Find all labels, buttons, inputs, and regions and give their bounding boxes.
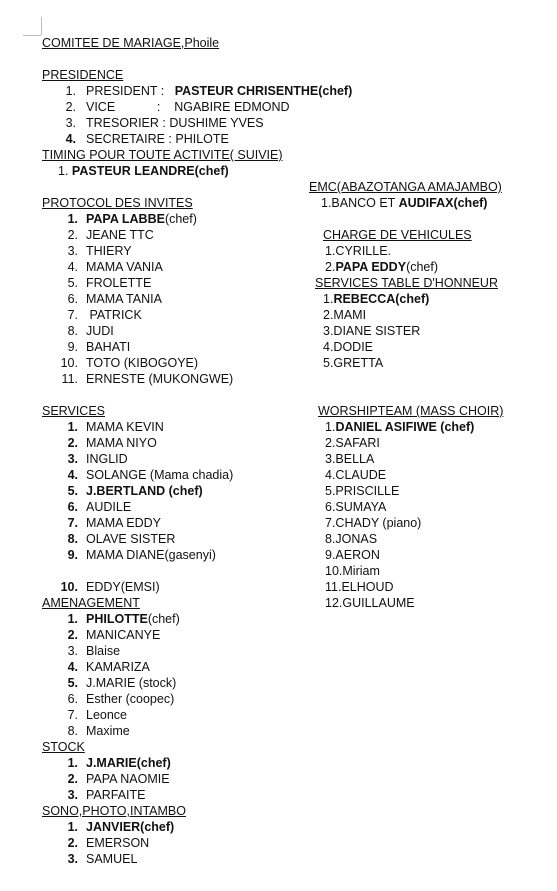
list-text: 4.CLAUDE: [325, 468, 387, 482]
list-text-bold: JANVIER(chef): [86, 820, 175, 834]
list-text: 10.Miriam: [325, 564, 380, 578]
heading-protocol: PROTOCOL DES INVITES: [42, 196, 193, 210]
list-item: [325, 483, 399, 499]
heading-vehicules: CHARGE DE VEHICULES: [323, 228, 472, 242]
list-number: 1.: [67, 612, 78, 626]
list-text: 2.SAFARI: [325, 436, 380, 450]
list-number: 2.: [67, 772, 78, 786]
list-number: 8.: [67, 724, 78, 738]
list-item: [60, 291, 162, 307]
list-text: TOTO (KIBOGOYE): [86, 356, 199, 370]
list-number: 5.: [67, 484, 78, 498]
list-item: [60, 819, 174, 835]
list-text: THIERY: [86, 244, 132, 258]
list-number: 1.: [67, 212, 78, 226]
list-text: MAMA TANIA: [86, 292, 162, 306]
list-text: 12.GUILLAUME: [325, 596, 415, 610]
list-text: PATRICK: [86, 308, 142, 322]
list-text: INGLID: [86, 452, 128, 466]
list-number: 3.: [67, 644, 78, 658]
list-number: 3.: [67, 452, 78, 466]
list-item: 1.CYRILLE.: [325, 244, 392, 258]
list-item: [325, 595, 415, 611]
list-item: [60, 371, 233, 387]
list-text: MANICANYE: [86, 628, 161, 642]
list-item: [60, 515, 161, 531]
list-text: PARFAITE: [86, 788, 146, 802]
list-item: [325, 547, 380, 563]
list-text: EDDY(EMSI): [86, 580, 160, 594]
heading-timing: TIMING POUR TOUTE ACTIVITE( SUIVIE): [42, 148, 283, 162]
heading-worship: WORSHIPTEAM (MASS CHOIR): [318, 404, 504, 418]
list-number: 1.: [67, 820, 78, 834]
list-item: [325, 579, 394, 595]
list-item: 2. VICE : NGABIRE EDMOND: [65, 100, 290, 114]
list-item: [325, 451, 374, 467]
list-item: [60, 243, 132, 259]
heading-sono: SONO,PHOTO,INTAMBO: [42, 804, 186, 818]
list-item: [60, 787, 146, 803]
list-number: 5.: [67, 676, 78, 690]
list-number: 11.: [61, 372, 78, 386]
list-number: 8.: [67, 324, 78, 338]
list-item: 1.REBECCA(chef): [323, 292, 430, 306]
list-item: [60, 627, 160, 643]
list-item: [60, 499, 131, 515]
list-item: [60, 227, 154, 243]
list-item: [60, 579, 160, 595]
list-text: Blaise: [86, 644, 121, 658]
heading-stock: STOCK: [42, 740, 85, 754]
list-text: Leonce: [86, 708, 128, 722]
list-item: [325, 531, 377, 547]
list-number: 1.: [67, 756, 78, 770]
list-text: 9.AERON: [325, 548, 380, 562]
list-item: [60, 851, 137, 867]
list-item: [60, 835, 149, 851]
list-text: JUDI: [86, 324, 114, 338]
list-number: 6.: [67, 292, 78, 306]
list-text-bold: J.BERTLAND (chef): [86, 484, 203, 498]
list-item: 2.PAPA EDDY(chef): [325, 260, 439, 274]
list-number: 6.: [67, 692, 78, 706]
page-corner-mark-vertical: [41, 17, 42, 35]
list-number: 5.: [67, 276, 78, 290]
list-item: [60, 435, 157, 451]
list-text: MAMA NIYO: [86, 436, 157, 450]
list-item: [60, 547, 216, 563]
document-title: COMITEE DE MARIAGE,Phoile: [42, 36, 220, 50]
list-item: [325, 435, 380, 451]
page-corner-mark-horizontal: [23, 35, 41, 36]
list-text: 6.SUMAYA: [325, 500, 387, 514]
heading-emc: EMC(ABAZOTANGA AMAJAMBO): [309, 180, 502, 194]
list-text: 7.CHADY (piano): [325, 516, 422, 530]
list-text: (chef): [164, 212, 197, 226]
list-text: SOLANGE (Mama chadia): [86, 468, 234, 482]
list-number: 10.: [60, 580, 78, 594]
list-number: 10.: [60, 356, 78, 370]
list-item: [325, 499, 386, 515]
list-text: FROLETTE: [86, 276, 152, 290]
list-text-bold: PHILOTTE: [86, 612, 148, 626]
list-number: 3.: [67, 788, 78, 802]
list-number: 9.: [67, 340, 78, 354]
list-number: 7.: [67, 708, 78, 722]
list-item: [60, 755, 171, 771]
list-item: [60, 339, 130, 355]
list-item: [60, 483, 203, 499]
list-number: 9.: [67, 548, 78, 562]
list-number: 2.: [67, 436, 78, 450]
list-text: (chef): [147, 612, 180, 626]
list-number: 4.: [67, 260, 78, 274]
list-text: ERNESTE (MUKONGWE): [86, 372, 234, 386]
list-item: [60, 259, 163, 275]
list-item: 4. SECRETAIRE : PHILOTE: [65, 132, 229, 146]
list-number: 2.: [67, 228, 78, 242]
list-text: J.MARIE (stock): [86, 676, 177, 690]
list-item: [60, 355, 198, 371]
heading-amenagement: AMENAGEMENT: [42, 596, 140, 610]
list-item: 1. PASTEUR LEANDRE(chef): [58, 164, 229, 178]
list-item: 5.GRETTA: [323, 356, 384, 370]
heading-table-honneur: SERVICES TABLE D'HONNEUR: [315, 276, 498, 290]
list-text: AUDILE: [86, 500, 132, 514]
list-item: [60, 211, 197, 227]
list-item: 3.DIANE SISTER: [323, 324, 421, 338]
list-item: [60, 467, 233, 483]
list-number: 8.: [67, 532, 78, 546]
list-text: 8.JONAS: [325, 532, 378, 546]
list-text: MAMA VANIA: [86, 260, 163, 274]
list-text-bold: PAPA LABBE: [86, 212, 165, 226]
list-text: MAMA EDDY: [86, 516, 162, 530]
list-number: 7.: [67, 308, 78, 322]
list-item: [60, 275, 151, 291]
list-number: 7.: [67, 516, 78, 530]
list-item: 1. PRESIDENT : PASTEUR CHRISENTHE(chef): [65, 84, 353, 98]
list-item: [325, 563, 380, 579]
list-item: [60, 643, 120, 659]
list-text: MAMA DIANE(gasenyi): [86, 548, 216, 562]
list-item: [60, 307, 142, 323]
list-item: [60, 707, 127, 723]
list-text: 11.ELHOUD: [325, 580, 394, 594]
list-text: 5.PRISCILLE: [325, 484, 400, 498]
list-text: JEANE TTC: [86, 228, 154, 242]
list-item: [60, 675, 176, 691]
list-item: 4.DODIE: [323, 340, 374, 354]
list-text-bold: DANIEL ASIFIWE (chef): [335, 420, 475, 434]
list-item: 2.MAMI: [323, 308, 367, 322]
list-text: SAMUEL: [86, 852, 138, 866]
list-text: Esther (coopec): [86, 692, 175, 706]
list-number: 6.: [67, 500, 78, 514]
list-text: 3.BELLA: [325, 452, 375, 466]
list-number: 4.: [67, 660, 78, 674]
list-number: 4.: [67, 468, 78, 482]
list-item: [60, 451, 128, 467]
list-text: MAMA KEVIN: [86, 420, 164, 434]
list-text: 1.: [325, 420, 336, 434]
list-number: 3.: [67, 244, 78, 258]
list-item: [60, 723, 130, 739]
list-item: [60, 611, 180, 627]
list-item: 1.BANCO ET AUDIFAX(chef): [321, 196, 488, 210]
heading-services: SERVICES: [42, 404, 105, 418]
list-item: [60, 691, 174, 707]
list-item: [60, 659, 150, 675]
list-item: [60, 419, 164, 435]
heading-presidence: PRESIDENCE: [42, 68, 124, 82]
list-item: [325, 467, 386, 483]
list-item: [60, 771, 170, 787]
list-text: KAMARIZA: [86, 660, 150, 674]
list-item: [60, 531, 175, 547]
list-number: 1.: [67, 420, 78, 434]
list-item: [325, 419, 474, 435]
list-item: 3. TRESORIER : DUSHIME YVES: [65, 116, 264, 130]
list-text: PAPA NAOMIE: [86, 772, 170, 786]
list-text: OLAVE SISTER: [86, 532, 176, 546]
list-item: [325, 515, 421, 531]
list-text: EMERSON: [86, 836, 150, 850]
list-number: 2.: [67, 628, 78, 642]
list-item: [60, 323, 114, 339]
list-text: Maxime: [86, 724, 130, 738]
list-number: 3.: [67, 852, 78, 866]
list-text-bold: J.MARIE(chef): [86, 756, 171, 770]
list-number: 2.: [67, 836, 78, 850]
list-text: BAHATI: [86, 340, 131, 354]
